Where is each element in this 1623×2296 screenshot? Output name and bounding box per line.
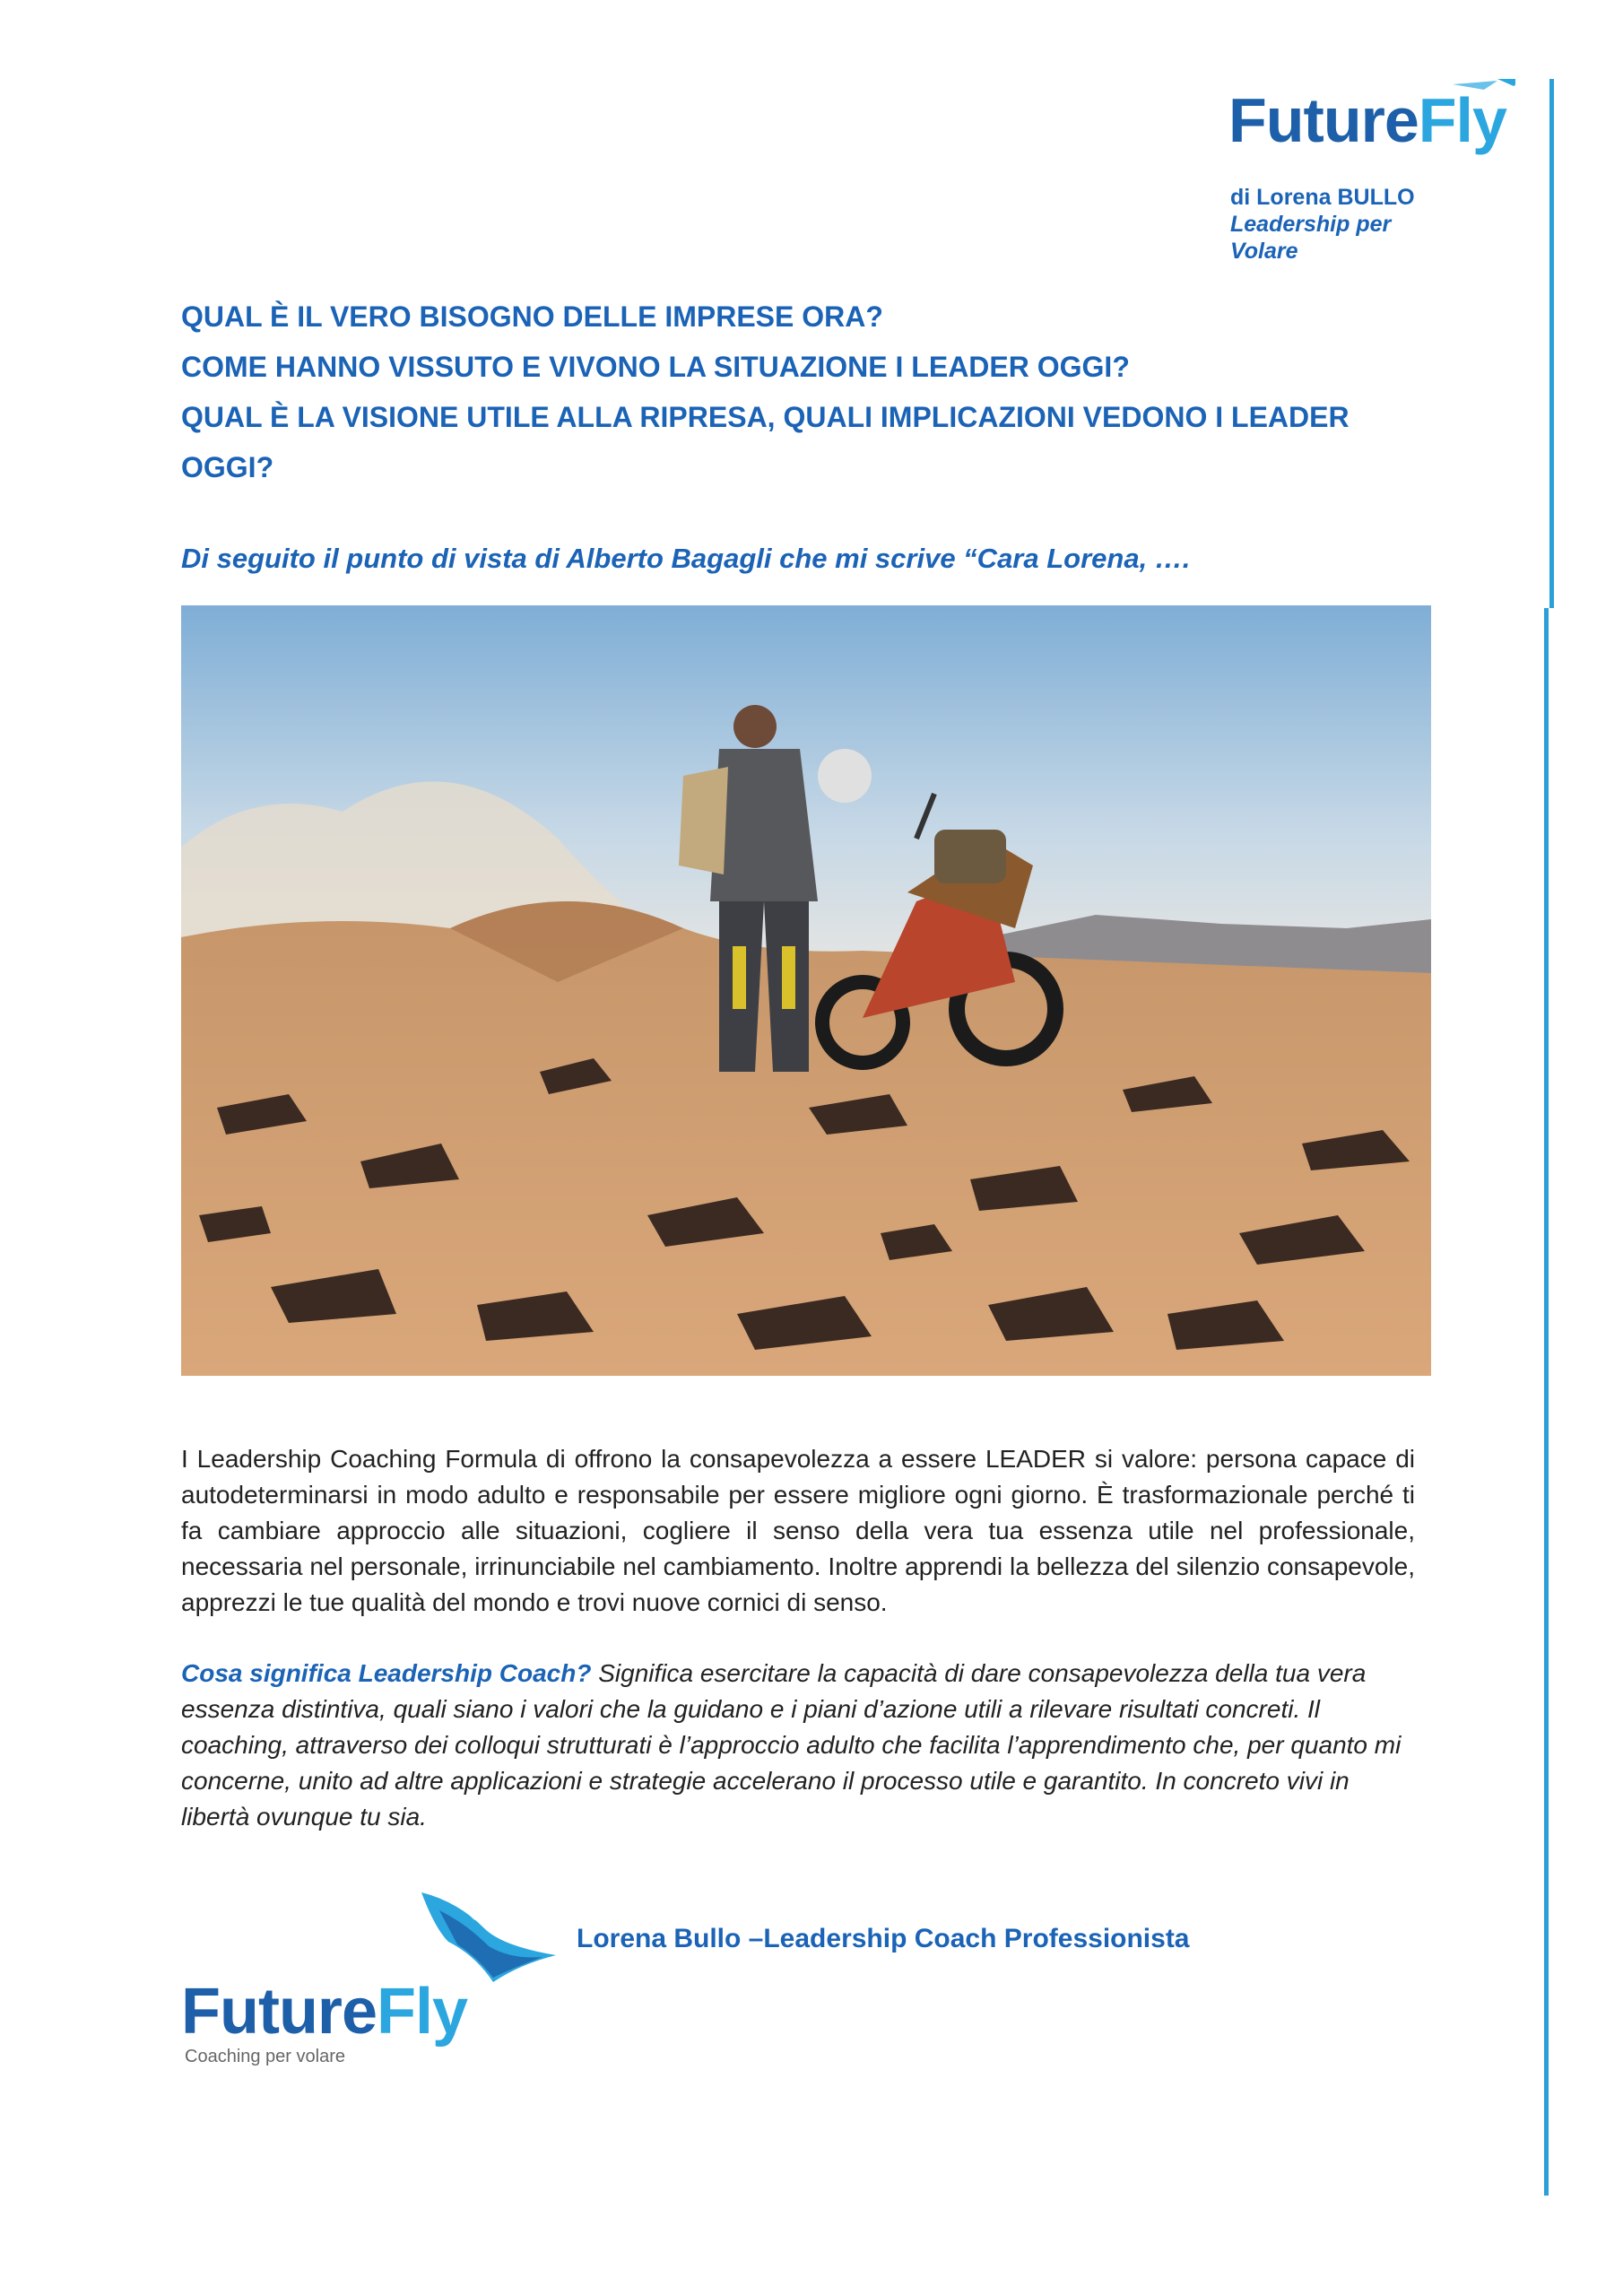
question-line: COME HANNO VISSUTO E VIVONO LA SITUAZIONE I LEADER OGGI? — [181, 351, 1130, 383]
author-line: di Lorena BULLO — [1230, 185, 1415, 210]
body-paragraph: I Leadership Coaching Formula di offrono la consapevolezza a essere LEADER si valore: persona capace di autodeterminarsi in modo adulto e responsabile per essere migliore ogni giorno. È trasformazionale perché ti fa cambiare approccio alle situazioni, cogliere il senso della vera tua essenza utile nel professionale, necessaria nel personale, irrinunciabile nel cambiamento. Inoltre apprendi la bellezza del silenzio consapevole, apprezzi le tue qualità del mondo e trovi nuove cornici di senso. — [181, 1445, 1415, 1616]
coach-answer: Significa esercitare la capacità di dare consapevolezza della tua vera essenza distintiva, quali siano i valori che la guidano e i piani d’azione utili a rilevare risultati concreti. Il coaching, attraverso dei colloqui strutturati è l’approccio adulto che facilita l’apprendimento che, per quanto mi concerne, unito ad altre applicazioni e strategie accelerano il processo utile e garantito. In concreto vivi in libertà ovunque tu sia. — [181, 1659, 1402, 1831]
footer-logo-fly: Fly — [376, 1976, 468, 2048]
margin-rule-top — [1549, 79, 1554, 608]
logo-text-fly: Fly — [1418, 85, 1506, 155]
coach-question: Cosa significa Leadership Coach? — [181, 1659, 592, 1687]
question-line: OGGI? — [181, 451, 274, 483]
footer-logo-text — [181, 1975, 467, 2048]
futurefly-logo-header — [1228, 79, 1506, 178]
logo-text-future: Future — [1228, 85, 1419, 155]
author-block — [1230, 184, 1445, 265]
body-paragraph-coach — [181, 1656, 1415, 1835]
margin-rule — [1544, 608, 1549, 2196]
questions-heading — [181, 291, 1454, 492]
photo-illustration — [181, 605, 1431, 1376]
desert-motorbike-photo — [181, 605, 1431, 1376]
intro-line: Di seguito il punto di vista di Alberto Bagagli che mi scrive “Cara Lorena, …. — [181, 543, 1191, 574]
footer-logo-future: Future — [181, 1976, 377, 2048]
question-line: QUAL È LA VISIONE UTILE ALLA RIPRESA, QUALI IMPLICAZIONI VEDONO I LEADER — [181, 401, 1350, 433]
futurefly-logo-footer — [181, 1892, 558, 2072]
author-tagline: Leadership per Volare — [1230, 212, 1392, 264]
signature: Lorena Bullo –Leadership Coach Professionista — [577, 1924, 1190, 1953]
footer-logo-tagline: Coaching per volare — [185, 2047, 345, 2066]
logo-text — [1228, 84, 1506, 156]
question-line: QUAL È IL VERO BISOGNO DELLE IMPRESE ORA? — [181, 300, 883, 333]
